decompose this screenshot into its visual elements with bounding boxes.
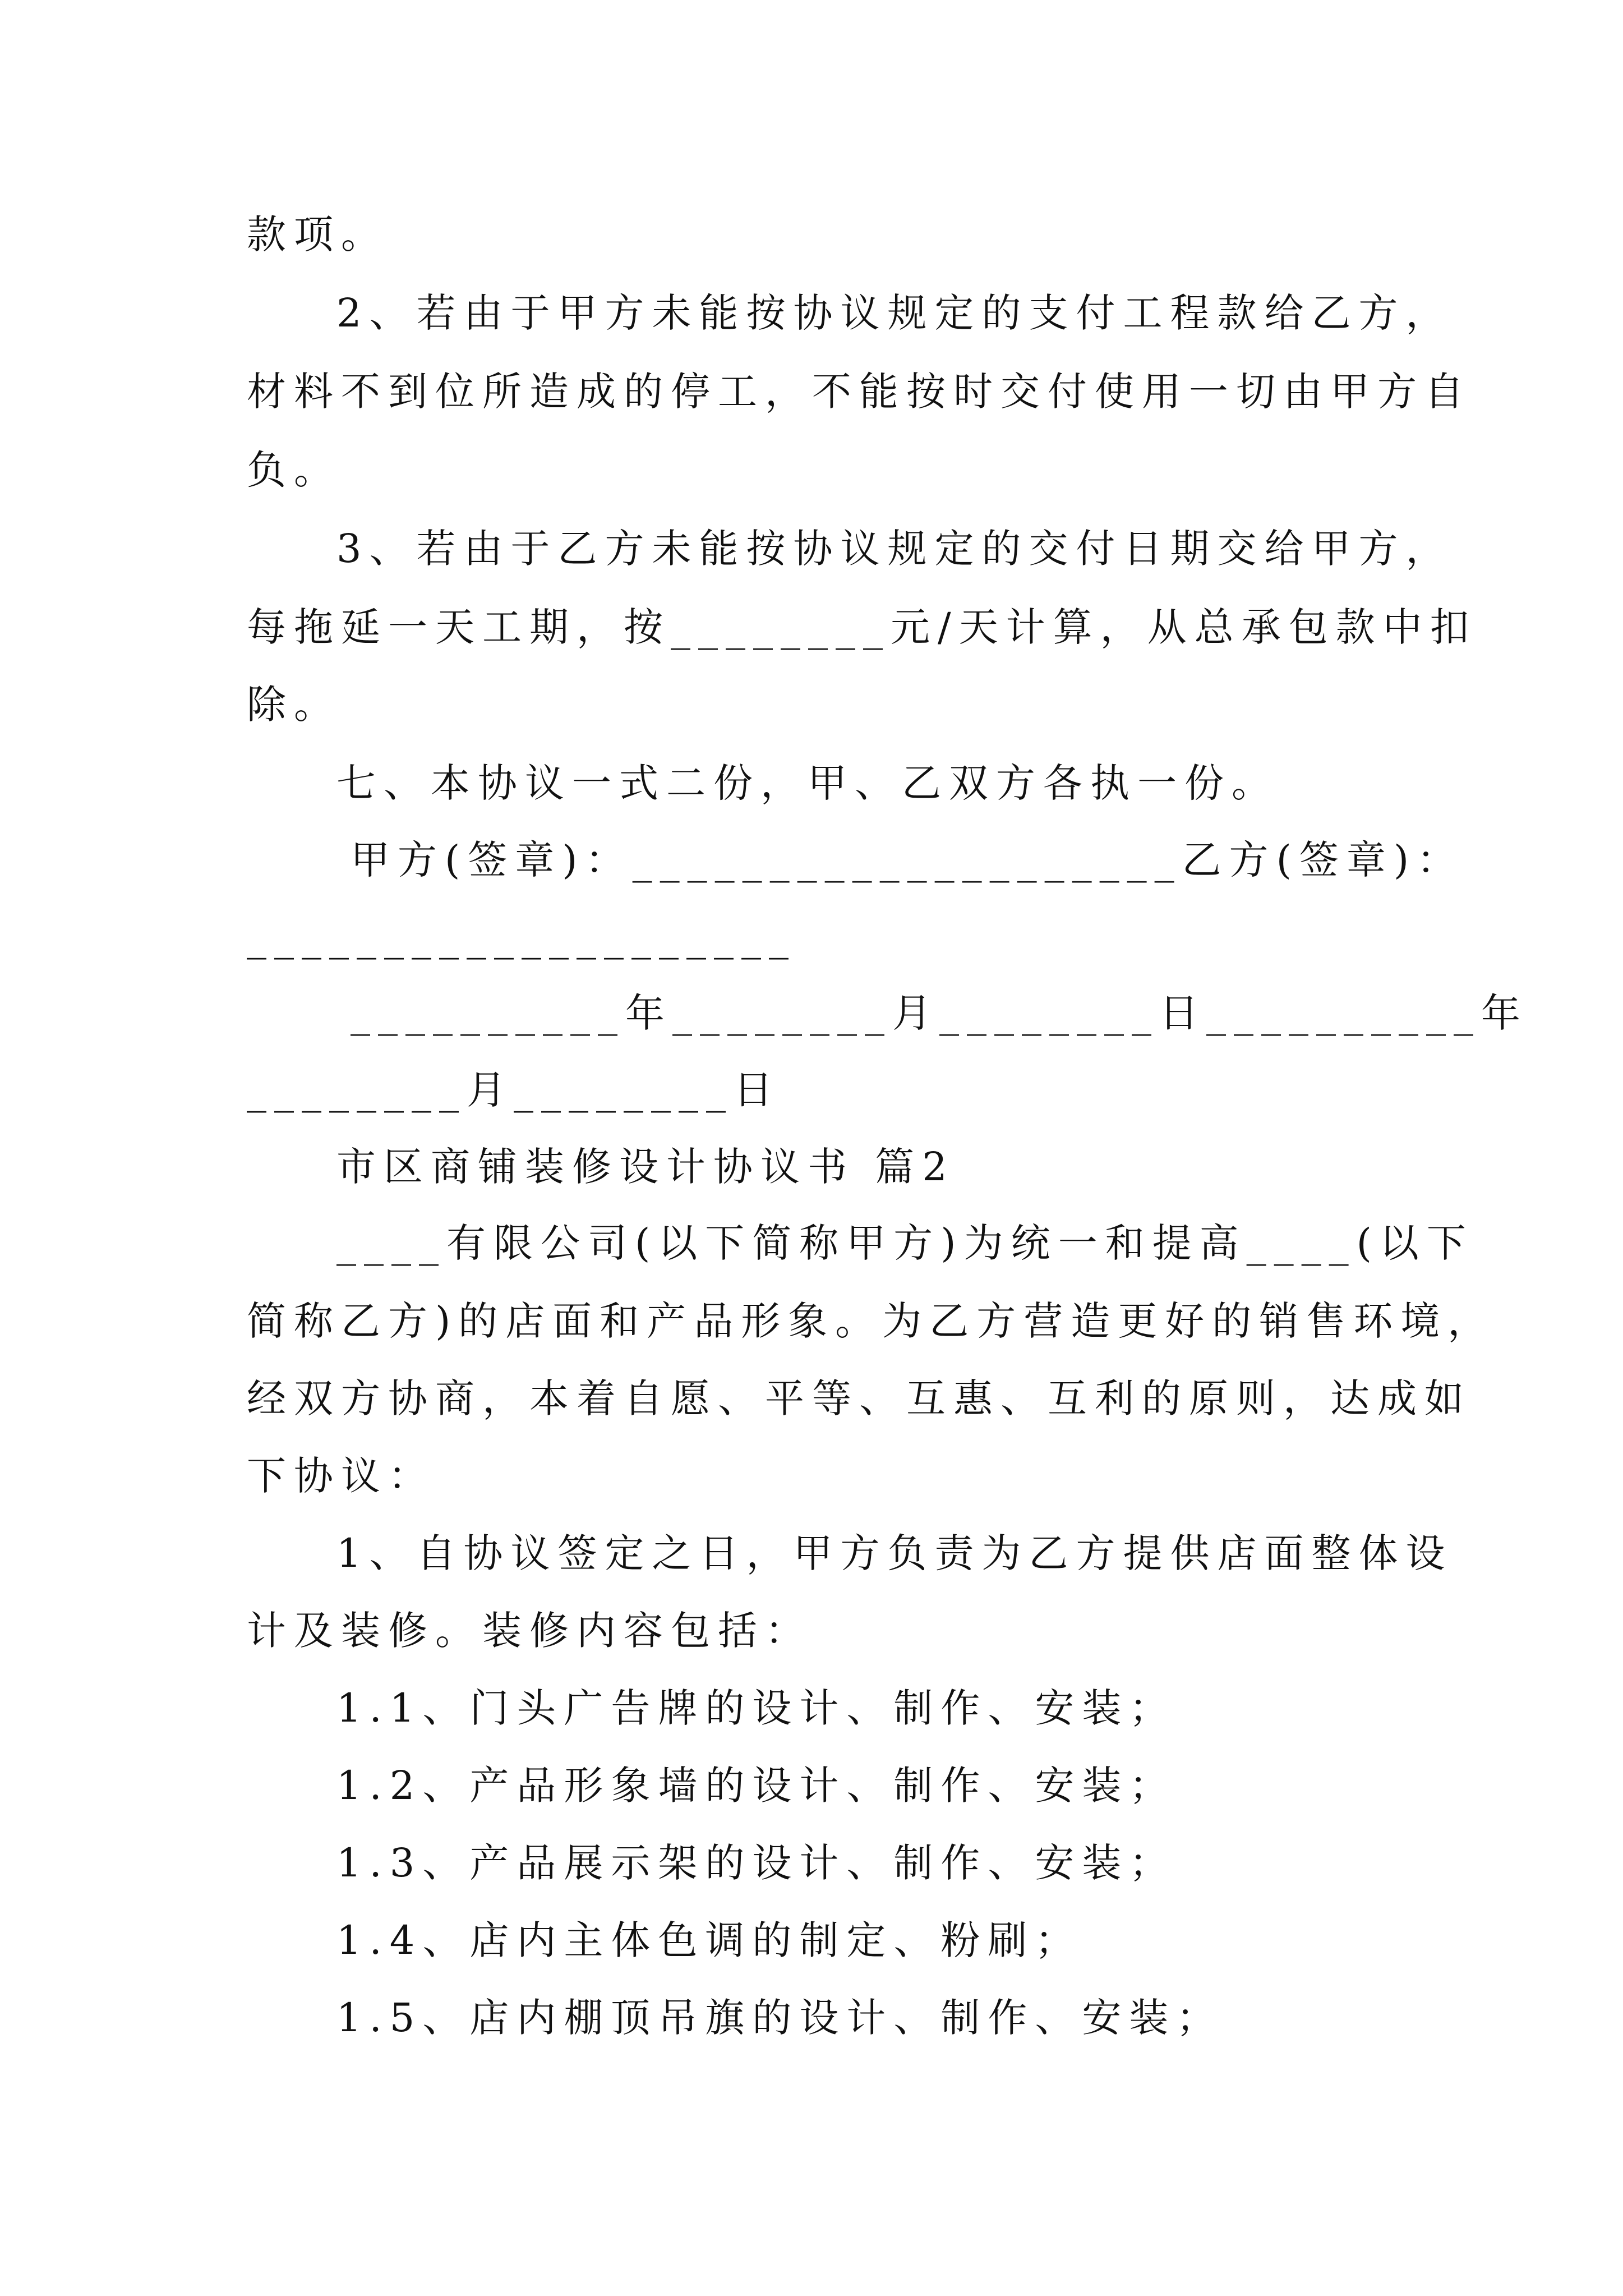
signature-line: 甲方(签章)：____________________乙方(签章)：: [351, 837, 1464, 883]
text-line: 下协议：: [247, 1453, 435, 1499]
text-line: 3、若由于乙方未能按协议规定的交付日期交给甲方，: [336, 526, 1453, 572]
date-line: ________月________日: [247, 1067, 781, 1113]
text-line: ____有限公司(以下简称甲方)为统一和提高____(以下: [336, 1220, 1474, 1266]
text-line: 款项。: [247, 211, 388, 257]
text-line: 1、自协议签定之日，甲方负责为乙方提供店面整体设: [336, 1530, 1453, 1576]
text-line: 除。: [247, 682, 341, 728]
list-item: 1.5、店内棚顶吊旗的设计、制作、安装；: [336, 1995, 1224, 2041]
list-item: 1.3、产品展示架的设计、制作、安装；: [336, 1840, 1177, 1886]
text-line: 简称乙方)的店面和产品形象。为乙方营造更好的销售环境，: [247, 1298, 1495, 1344]
list-item: 1.1、门头广告牌的设计、制作、安装；: [336, 1685, 1177, 1731]
list-item: 1.2、产品形象墙的设计、制作、安装；: [336, 1763, 1177, 1809]
text-line: 材料不到位所造成的停工，不能按时交付使用一切由甲方自: [247, 369, 1472, 415]
text-line: 计及装修。装修内容包括：: [247, 1608, 812, 1654]
list-item: 1.4、店内主体色调的制定、粉刷；: [336, 1917, 1082, 1963]
date-line: __________年________月________日__________年: [351, 990, 1528, 1036]
text-line: 经双方协商，本着自愿、平等、互惠、互利的原则，达成如: [247, 1375, 1472, 1421]
text-line: 七、本协议一式二份，甲、乙双方各执一份。: [336, 760, 1279, 806]
section-title: 市区商铺装修设计协议书 篇2: [336, 1144, 955, 1190]
text-line: 每拖延一天工期，按________元/天计算，从总承包款中扣: [247, 604, 1477, 650]
text-line: 负。: [247, 447, 341, 493]
signature-underline: ____________________: [247, 914, 796, 960]
text-line: 2、若由于甲方未能按协议规定的支付工程款给乙方，: [336, 290, 1453, 336]
